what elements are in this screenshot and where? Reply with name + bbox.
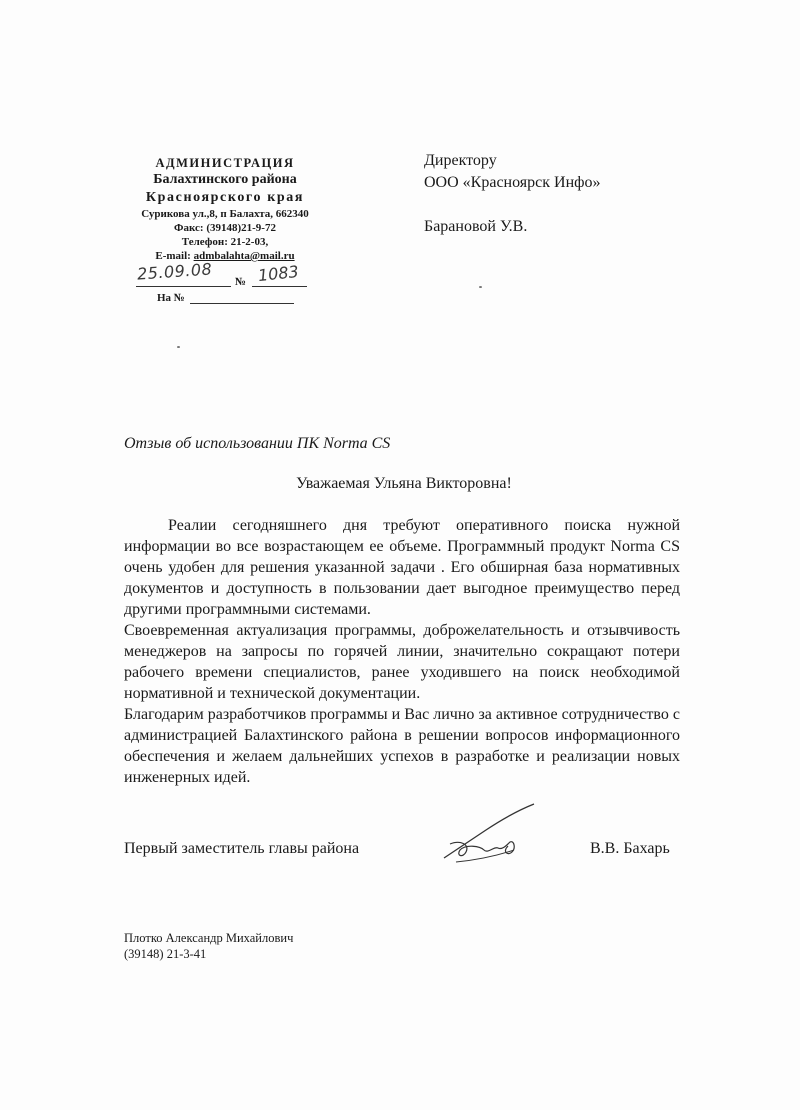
sender-email-line bbox=[118, 249, 332, 263]
sender-email-label: E-mail: bbox=[155, 250, 191, 262]
number-label: № bbox=[235, 276, 247, 288]
sender-region: Красноярского края bbox=[145, 190, 305, 205]
sender-phone: Телефон: 21-2-03, bbox=[181, 236, 269, 248]
sender-district: Балахтинского района bbox=[153, 172, 297, 187]
addressee-name: Барановой У.В. bbox=[424, 218, 528, 235]
sender-letterhead bbox=[118, 156, 332, 263]
signatory-name: В.В. Бахарь bbox=[590, 840, 670, 857]
body-paragraph-3: Благодарим разработчиков программы и Вас лично за активное сотрудничество с администрацией Балахтинского района в решении вопросов информационного обеспечения и желаем дальнейших успехов в разработке и реализации новых инженерных идей. bbox=[124, 706, 680, 786]
handwritten-date: 25.09.08 bbox=[136, 259, 213, 284]
scan-speck bbox=[177, 346, 180, 348]
reply-underline bbox=[190, 303, 294, 304]
letter-subject: Отзыв об использовании ПК Norma CS bbox=[124, 435, 391, 452]
date-underline bbox=[136, 286, 231, 287]
addressee-block bbox=[424, 150, 601, 238]
addressee-company: ООО «Красноярск Инфо» bbox=[424, 174, 601, 191]
sender-org: АДМИНИСТРАЦИЯ bbox=[155, 156, 295, 170]
handwritten-signature bbox=[436, 800, 546, 870]
executor-phone: (39148) 21-3-41 bbox=[124, 947, 207, 961]
body-paragraph-2: Своевременная актуализация программы, доброжелательность и отзывчивость менеджеров на запросы по горячей линии, значительно сокращают потери рабочего времени специалистов, ранее уходившего на поиск необходимой нормативной и технической документации. bbox=[124, 622, 680, 702]
executor-contact bbox=[124, 930, 293, 962]
salutation: Уважаемая Ульяна Викторовна! bbox=[296, 475, 512, 492]
sender-fax: Факс: (39148)21-9-72 bbox=[174, 222, 276, 234]
signatory-title: Первый заместитель главы района bbox=[124, 840, 360, 857]
number-underline bbox=[252, 286, 307, 287]
executor-name: Плотко Александр Михайлович bbox=[124, 931, 294, 945]
addressee-position: Директору bbox=[424, 152, 497, 169]
sender-address: Сурикова ул.,8, п Балахта, 662340 bbox=[141, 208, 309, 220]
body-paragraph-1: Реалии сегодняшнего дня требуют оперативного поиска нужной информации во все возрастающем ее объеме. Программный продукт Norma CS очень удобен для решения указанной задачи . Его обширная база нормативных документов и доступность в пользовании дает выгодное преимущество перед другими программными системами. bbox=[124, 517, 680, 618]
scan-speck bbox=[479, 286, 482, 288]
sender-email[interactable]: admbalahta@mail.ru bbox=[193, 250, 295, 262]
addressee-gap bbox=[424, 194, 601, 216]
letter-body bbox=[124, 515, 680, 788]
reply-label: На № bbox=[157, 292, 185, 304]
handwritten-number: 1083 bbox=[257, 261, 300, 286]
